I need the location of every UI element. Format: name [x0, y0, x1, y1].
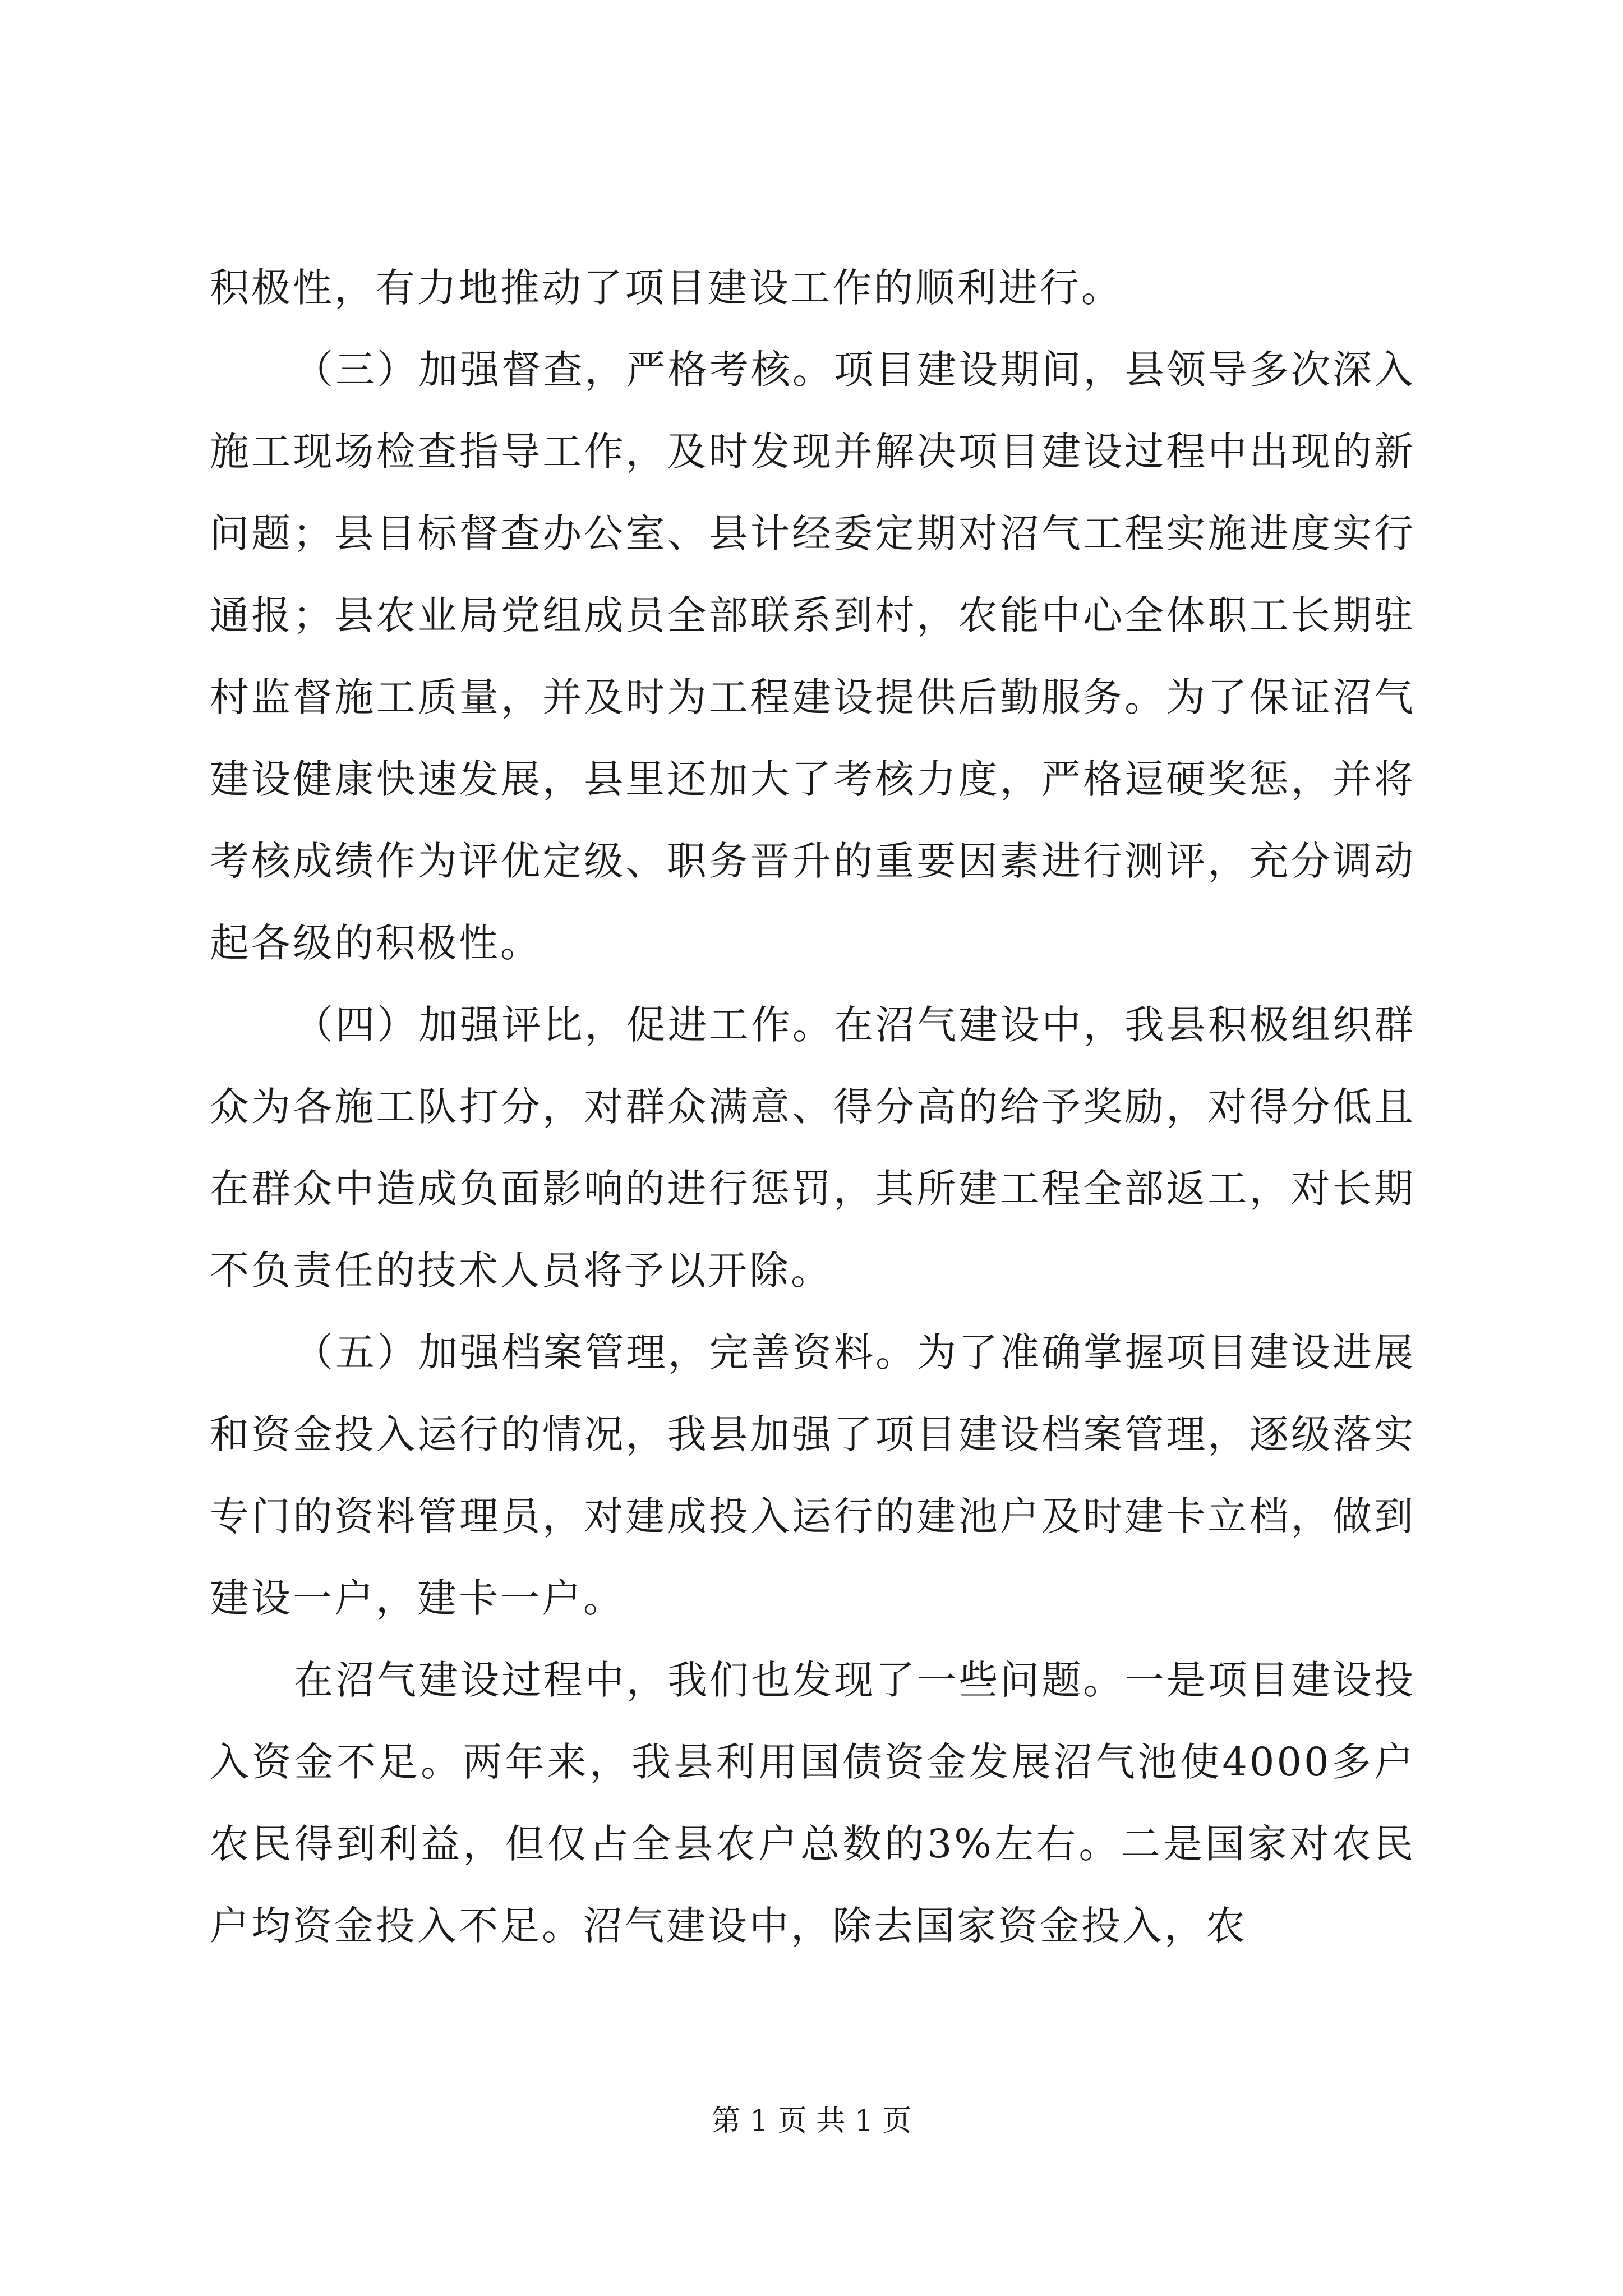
document-body [210, 247, 1415, 1967]
paragraph-section-5: （五）加强档案管理，完善资料。为了准确掌握项目建设进展和资金投入运行的情况，我县加强了项目建设档案管理，逐级落实专门的资料管理员，对建成投入运行的建池户及时建卡立档，做到建设一户，建卡一户。 [210, 1329, 1415, 1621]
paragraph-section-3: （三）加强督查，严格考核。项目建设期间，县领导多次深入施工现场检查指导工作，及时发现并解决项目建设过程中出现的新问题；县目标督查办公室、县计经委定期对沼气工程实施进度实行通报；县农业局党组成员全部联系到村，农能中心全体职工长期驻村监督施工质量，并及时为工程建设提供后勤服务。为了保证沼气建设健康快速发展，县里还加大了考核力度，严格逗硬奖惩，并将考核成绩作为评优定级、职务晋升的重要因素进行测评，充分调动起各级的积极性。 [210, 347, 1415, 966]
paragraph-continuation: 积极性，有力地推动了项目建设工作的顺利进行。 [210, 265, 1123, 311]
paragraph-problems: 在沼气建设过程中，我们也发现了一些问题。一是项目建设投入资金不足。两年来，我县利用国债资金发展沼气池使4000多户农民得到利益，但仅占全县农户总数的3%左右。二是国家对农民户均资金投入不足。沼气建设中，除去国家资金投入，农 [210, 1657, 1415, 1949]
paragraph-section-4: （四）加强评比，促进工作。在沼气建设中，我县积极组织群众为各施工队打分，对群众满意、得分高的给予奖励，对得分低且在群众中造成负面影响的进行惩罚，其所建工程全部返工，对长期不负责任的技术人员将予以开除。 [210, 1002, 1415, 1294]
page-footer: 第 1 页 共 1 页 [711, 2104, 912, 2138]
